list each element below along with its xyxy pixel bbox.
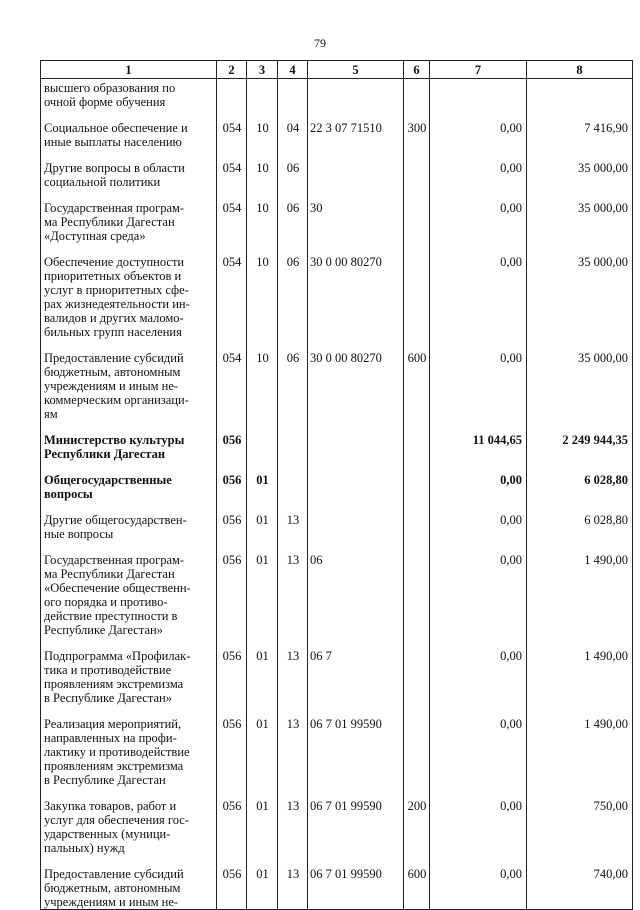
row-amount-8-cell: 35 000,00 <box>527 351 633 433</box>
row-subsection-cell: 04 <box>278 121 308 161</box>
row-amount-7-cell <box>430 79 527 122</box>
header-cell: 6 <box>404 61 430 79</box>
row-section-cell <box>247 79 278 122</box>
row-section-cell: 01 <box>247 649 278 717</box>
row-section-cell: 01 <box>247 799 278 867</box>
row-amount-7-cell: 0,00 <box>430 161 527 201</box>
row-name-cell: Предоставление субсидий бюджетным, автономным учреждениям и иным не- коммерческим организаци- ям <box>41 351 217 433</box>
row-subsection-cell: 13 <box>278 553 308 649</box>
row-admin-code-cell: 056 <box>217 867 247 910</box>
row-subsection-cell <box>278 433 308 473</box>
row-expense-type-cell <box>404 473 430 513</box>
row-section-cell: 01 <box>247 473 278 513</box>
row-amount-8-cell: 6 028,80 <box>527 513 633 553</box>
row-name-cell: Реализация мероприятий, направленных на профи- лактику и противодействие проявлениям экстремизма в Республике Дагестан <box>41 717 217 799</box>
table-row <box>41 161 633 201</box>
row-section-cell: 01 <box>247 717 278 799</box>
row-admin-code-cell: 056 <box>217 649 247 717</box>
header-cell: 2 <box>217 61 247 79</box>
row-target-article-cell <box>308 513 404 553</box>
row-admin-code-cell: 056 <box>217 717 247 799</box>
table-row <box>41 867 633 910</box>
budget-table <box>40 60 633 910</box>
row-target-article-cell <box>308 79 404 122</box>
table-row <box>41 351 633 433</box>
header-cell: 3 <box>247 61 278 79</box>
row-section-cell: 01 <box>247 513 278 553</box>
header-row <box>41 61 633 79</box>
row-amount-8-cell: 2 249 944,35 <box>527 433 633 473</box>
table-row <box>41 473 633 513</box>
row-expense-type-cell <box>404 717 430 799</box>
row-name-cell: Другие вопросы в области социальной политики <box>41 161 217 201</box>
row-subsection-cell: 06 <box>278 255 308 351</box>
row-expense-type-cell <box>404 513 430 553</box>
row-admin-code-cell: 056 <box>217 473 247 513</box>
header-cell: 7 <box>430 61 527 79</box>
row-subsection-cell: 06 <box>278 161 308 201</box>
row-target-article-cell: 30 0 00 80270 <box>308 255 404 351</box>
page-number: 79 <box>314 36 326 50</box>
row-target-article-cell <box>308 473 404 513</box>
row-expense-type-cell <box>404 553 430 649</box>
row-subsection-cell: 06 <box>278 351 308 433</box>
table-row <box>41 799 633 867</box>
row-section-cell: 10 <box>247 121 278 161</box>
row-admin-code-cell: 056 <box>217 433 247 473</box>
row-amount-8-cell: 740,00 <box>527 867 633 910</box>
row-admin-code-cell: 054 <box>217 201 247 255</box>
row-target-article-cell: 06 7 01 99590 <box>308 867 404 910</box>
table-row <box>41 513 633 553</box>
row-amount-8-cell: 750,00 <box>527 799 633 867</box>
row-expense-type-cell <box>404 161 430 201</box>
row-subsection-cell: 13 <box>278 867 308 910</box>
row-amount-8-cell <box>527 79 633 122</box>
row-expense-type-cell <box>404 255 430 351</box>
row-name-cell: Предоставление субсидий бюджетным, автономным учреждениям и иным не- <box>41 867 217 910</box>
table-body <box>41 79 633 910</box>
row-amount-7-cell: 0,00 <box>430 717 527 799</box>
row-name-cell: Общегосударственные вопросы <box>41 473 217 513</box>
header-cell: 4 <box>278 61 308 79</box>
row-target-article-cell: 06 7 01 99590 <box>308 717 404 799</box>
row-subsection-cell: 13 <box>278 513 308 553</box>
row-name-cell: Подпрограмма «Профилак- тика и противодействие проявлениям экстремизма в Республике Дагестан» <box>41 649 217 717</box>
row-admin-code-cell: 056 <box>217 799 247 867</box>
row-admin-code-cell: 056 <box>217 513 247 553</box>
header-cell: 8 <box>527 61 633 79</box>
row-amount-7-cell: 0,00 <box>430 201 527 255</box>
row-amount-7-cell: 0,00 <box>430 255 527 351</box>
table-row <box>41 649 633 717</box>
row-name-cell: Обеспечение доступности приоритетных объектов и услуг в приоритетных сфе- рах жизнедеятельности ин- валидов и других маломо- бильных групп населения <box>41 255 217 351</box>
row-subsection-cell: 13 <box>278 717 308 799</box>
row-amount-7-cell: 11 044,65 <box>430 433 527 473</box>
row-section-cell: 10 <box>247 201 278 255</box>
table-row <box>41 255 633 351</box>
row-target-article-cell: 30 <box>308 201 404 255</box>
row-amount-8-cell: 35 000,00 <box>527 255 633 351</box>
row-section-cell: 01 <box>247 867 278 910</box>
row-amount-7-cell: 0,00 <box>430 351 527 433</box>
row-admin-code-cell: 056 <box>217 553 247 649</box>
row-name-cell: Министерство культуры Республики Дагестан <box>41 433 217 473</box>
row-section-cell: 10 <box>247 351 278 433</box>
row-expense-type-cell <box>404 433 430 473</box>
row-amount-8-cell: 1 490,00 <box>527 553 633 649</box>
row-expense-type-cell <box>404 79 430 122</box>
row-target-article-cell: 30 0 00 80270 <box>308 351 404 433</box>
row-subsection-cell: 13 <box>278 799 308 867</box>
row-target-article-cell <box>308 433 404 473</box>
row-expense-type-cell: 200 <box>404 799 430 867</box>
row-name-cell: Закупка товаров, работ и услуг для обеспечения гос- ударственных (муници- пальных) нужд <box>41 799 217 867</box>
row-expense-type-cell: 600 <box>404 867 430 910</box>
row-name-cell: Другие общегосударствен- ные вопросы <box>41 513 217 553</box>
row-name-cell: Социальное обеспечение и иные выплаты населению <box>41 121 217 161</box>
header-cell: 5 <box>308 61 404 79</box>
row-target-article-cell <box>308 161 404 201</box>
row-amount-7-cell: 0,00 <box>430 867 527 910</box>
table-row <box>41 717 633 799</box>
row-amount-8-cell: 35 000,00 <box>527 161 633 201</box>
row-amount-7-cell: 0,00 <box>430 553 527 649</box>
row-amount-8-cell: 7 416,90 <box>527 121 633 161</box>
table-row <box>41 433 633 473</box>
row-amount-8-cell: 1 490,00 <box>527 649 633 717</box>
row-expense-type-cell: 300 <box>404 121 430 161</box>
row-subsection-cell: 13 <box>278 649 308 717</box>
row-admin-code-cell: 054 <box>217 161 247 201</box>
row-name-cell: Государственная програм- ма Республики Дагестан «Обеспечение общественн- ого порядка и противо- действие преступности в Республике Дагестан» <box>41 553 217 649</box>
row-admin-code-cell: 054 <box>217 351 247 433</box>
row-amount-8-cell: 35 000,00 <box>527 201 633 255</box>
row-amount-8-cell: 1 490,00 <box>527 717 633 799</box>
row-subsection-cell: 06 <box>278 201 308 255</box>
row-expense-type-cell: 600 <box>404 351 430 433</box>
row-admin-code-cell <box>217 79 247 122</box>
row-amount-7-cell: 0,00 <box>430 649 527 717</box>
row-section-cell: 10 <box>247 161 278 201</box>
row-expense-type-cell <box>404 201 430 255</box>
table-row <box>41 79 633 122</box>
row-amount-7-cell: 0,00 <box>430 513 527 553</box>
table-row <box>41 201 633 255</box>
row-subsection-cell <box>278 473 308 513</box>
table-row <box>41 121 633 161</box>
header-cell: 1 <box>41 61 217 79</box>
row-amount-8-cell: 6 028,80 <box>527 473 633 513</box>
row-amount-7-cell: 0,00 <box>430 121 527 161</box>
row-amount-7-cell: 0,00 <box>430 473 527 513</box>
row-target-article-cell: 06 7 <box>308 649 404 717</box>
row-subsection-cell <box>278 79 308 122</box>
row-admin-code-cell: 054 <box>217 255 247 351</box>
row-target-article-cell: 22 3 07 71510 <box>308 121 404 161</box>
row-admin-code-cell: 054 <box>217 121 247 161</box>
row-section-cell: 01 <box>247 553 278 649</box>
row-name-cell: высшего образования по очной форме обучения <box>41 79 217 122</box>
row-target-article-cell: 06 <box>308 553 404 649</box>
row-section-cell: 10 <box>247 255 278 351</box>
row-expense-type-cell <box>404 649 430 717</box>
row-section-cell <box>247 433 278 473</box>
row-target-article-cell: 06 7 01 99590 <box>308 799 404 867</box>
row-name-cell: Государственная програм- ма Республики Дагестан «Доступная среда» <box>41 201 217 255</box>
row-amount-7-cell: 0,00 <box>430 799 527 867</box>
table-row <box>41 553 633 649</box>
